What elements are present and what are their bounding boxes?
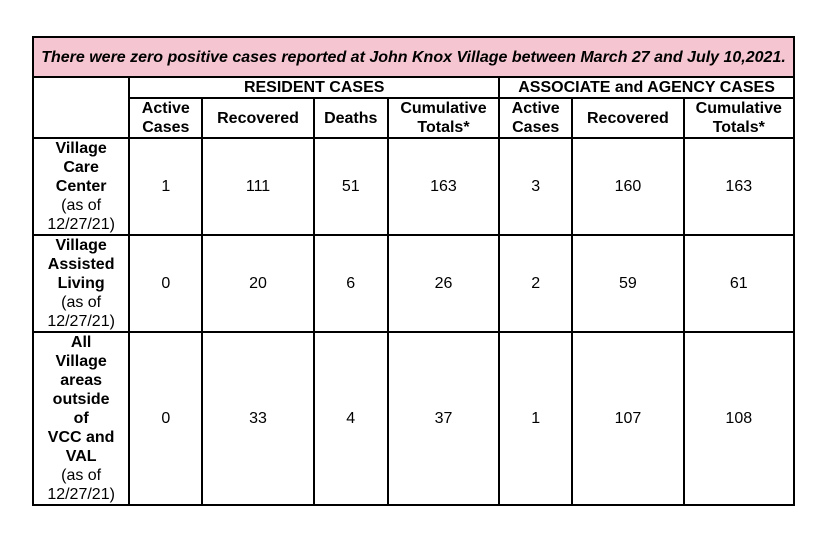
cell-value: 0 xyxy=(129,235,202,332)
col-resident-recovered: Recovered xyxy=(202,98,313,138)
resident-cases-header: RESIDENT CASES xyxy=(129,77,499,98)
row-label-other-areas: All Village areas outside of VCC and VAL (as of 12/27/21) xyxy=(33,332,129,505)
col-resident-deaths: Deaths xyxy=(314,98,388,138)
associate-cases-header: ASSOCIATE and AGENCY CASES xyxy=(499,77,794,98)
cell-value: 160 xyxy=(572,138,683,235)
case-table-container xyxy=(32,36,795,506)
cell-value: 1 xyxy=(129,138,202,235)
table-row xyxy=(33,235,794,332)
col-associate-active: Active Cases xyxy=(499,98,572,138)
cell-value: 59 xyxy=(572,235,683,332)
cell-value: 111 xyxy=(202,138,313,235)
cell-value: 4 xyxy=(314,332,388,505)
table-banner: There were zero positive cases reported at John Knox Village between March 27 and July 10,2021. xyxy=(33,37,794,77)
cell-value: 108 xyxy=(684,332,794,505)
cell-value: 33 xyxy=(202,332,313,505)
row-label-val: Village Assisted Living (as of 12/27/21) xyxy=(33,235,129,332)
cell-value: 3 xyxy=(499,138,572,235)
covid-case-table xyxy=(32,36,795,506)
cell-value: 107 xyxy=(572,332,683,505)
cell-value: 51 xyxy=(314,138,388,235)
col-associate-cumulative: Cumulative Totals* xyxy=(684,98,794,138)
col-resident-active: Active Cases xyxy=(129,98,202,138)
cell-value: 37 xyxy=(388,332,499,505)
cell-value: 163 xyxy=(388,138,499,235)
row-label-vcc: Village Care Center (as of 12/27/21) xyxy=(33,138,129,235)
table-row xyxy=(33,332,794,505)
col-associate-recovered: Recovered xyxy=(572,98,683,138)
col-resident-cumulative: Cumulative Totals* xyxy=(388,98,499,138)
cell-value: 20 xyxy=(202,235,313,332)
cell-value: 26 xyxy=(388,235,499,332)
cell-value: 0 xyxy=(129,332,202,505)
cell-value: 6 xyxy=(314,235,388,332)
cell-value: 163 xyxy=(684,138,794,235)
cell-value: 2 xyxy=(499,235,572,332)
cell-value: 1 xyxy=(499,332,572,505)
corner-cell xyxy=(33,77,129,138)
table-row xyxy=(33,138,794,235)
cell-value: 61 xyxy=(684,235,794,332)
